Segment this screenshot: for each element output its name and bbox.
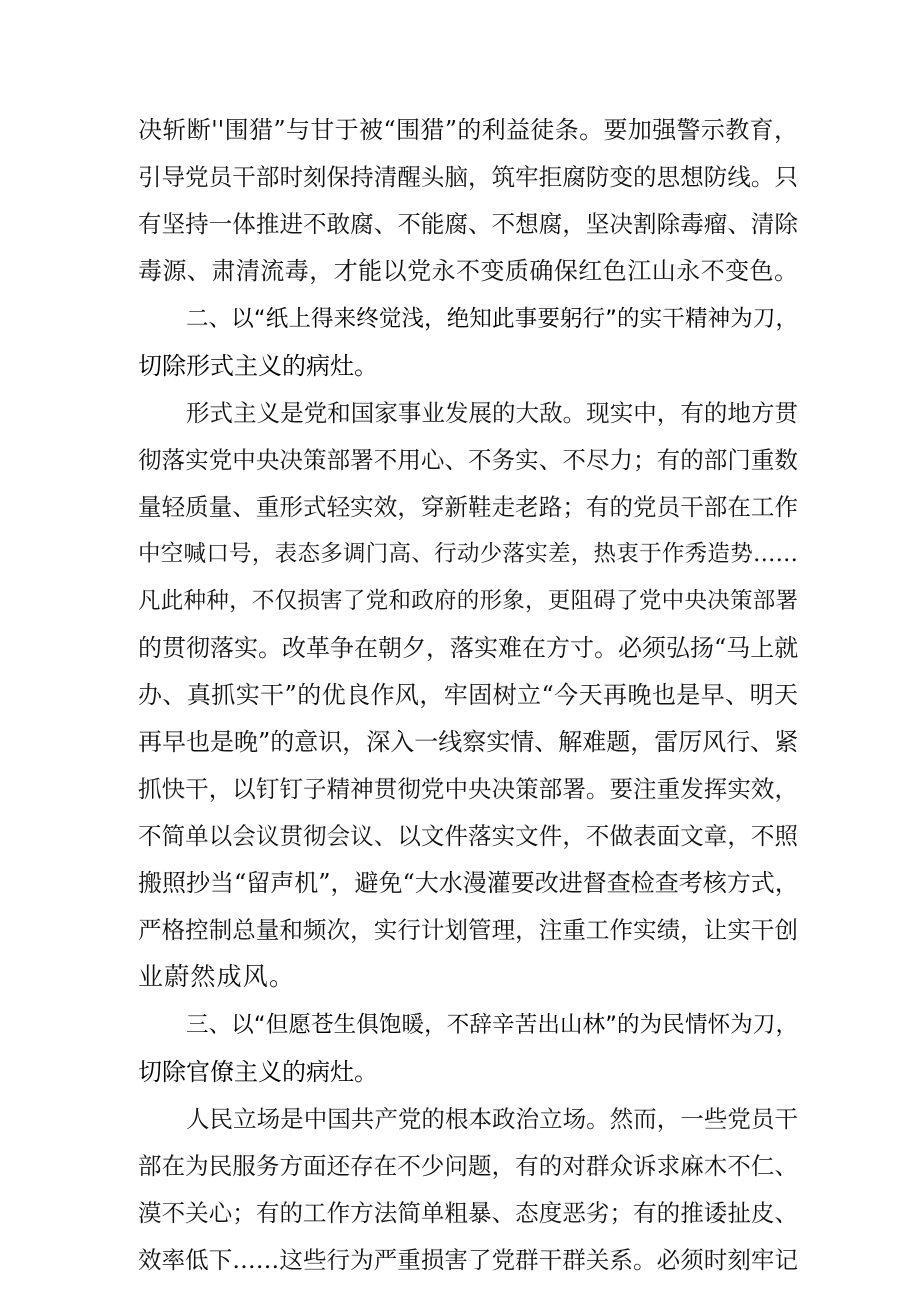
- body-line: 凡此种种，不仅损害了党和政府的形象，更阻碍了党中央决策部署: [138, 588, 798, 614]
- body-line: 彻落实党中央决策部署不用心、不务实、不尽力；有的部门重数: [138, 446, 798, 474]
- body-line: 业蔚然成风。: [138, 962, 296, 991]
- section-heading-3: 三、以“但愿苍生俱饱暖，不辞辛苦出山林”的为民情怀为刀，: [186, 1012, 798, 1038]
- section-heading-2: 二、以“纸上得来终觉浅，绝知此事要躬行”的实干精神为刀，: [186, 306, 798, 332]
- body-line: 办、真抓实干”的优良作风，牢固树立“今天再晚也是早、明天: [138, 681, 798, 709]
- body-line: 量轻质量、重形式轻实效，穿新鞋走老路；有的党员干部在工作: [138, 493, 798, 521]
- body-line: 决斩断''围猎”与甘于被“围猎”的利益徒条。要加强警示教育，: [138, 116, 798, 144]
- body-line: 部在为民服务方面还存在不少问题，有的对群众诉求麻木不仁、: [138, 1152, 798, 1180]
- body-line: 毒源、肃清流毒，才能以党永不变质确保红色江山永不变色。: [138, 257, 798, 285]
- body-line: 中空喊口号，表态多调门高、行动少落实差，热衷于作秀造势……: [138, 541, 798, 567]
- body-line: 效率低下……这些行为严重损害了党群干群关系。必须时刻牢记: [138, 1246, 798, 1274]
- section-heading-3-cont: 切除官僚主义的病灶。: [138, 1058, 378, 1086]
- body-line: 抓快干，以钉钉子精神贯彻党中央决策部署。要注重发挥实效，: [138, 775, 798, 803]
- section-heading-2-cont: 切除形式主义的病灶。: [138, 352, 378, 380]
- body-line: 漠不关心；有的工作方法简单粗暴、态度恶劣；有的推诿扯皮、: [138, 1199, 798, 1227]
- body-line: 严格控制总量和频次，实行计划管理，注重工作实绩，让实干创: [138, 916, 798, 944]
- body-line: 的贯彻落实。改革争在朝夕，落实难在方寸。必须弘扬“马上就: [138, 634, 799, 662]
- body-line: 形式主义是党和国家事业发展的大敌。现实中，有的地方贯: [186, 399, 798, 427]
- body-line: 再早也是晚”的意识，深入一线察实情、解难题，雷厉风行、紧: [138, 728, 799, 756]
- body-line: 人民立场是中国共产党的根本政治立场。然而，一些党员干: [186, 1105, 798, 1133]
- body-line: 引导党员干部时刻保持清醒头脑，筑牢拒腐防变的思想防线。只: [138, 163, 798, 191]
- body-line: 搬照抄当“留声机”，避免“大水漫灌要改进督查检查考核方式，: [138, 869, 799, 897]
- body-line: 有坚持一体推进不敢腐、不能腐、不想腐，坚决割除毒瘤、清除: [138, 210, 798, 238]
- body-line: 不简单以会议贯彻会议、以文件落实文件，不做表面文章，不照: [138, 822, 798, 850]
